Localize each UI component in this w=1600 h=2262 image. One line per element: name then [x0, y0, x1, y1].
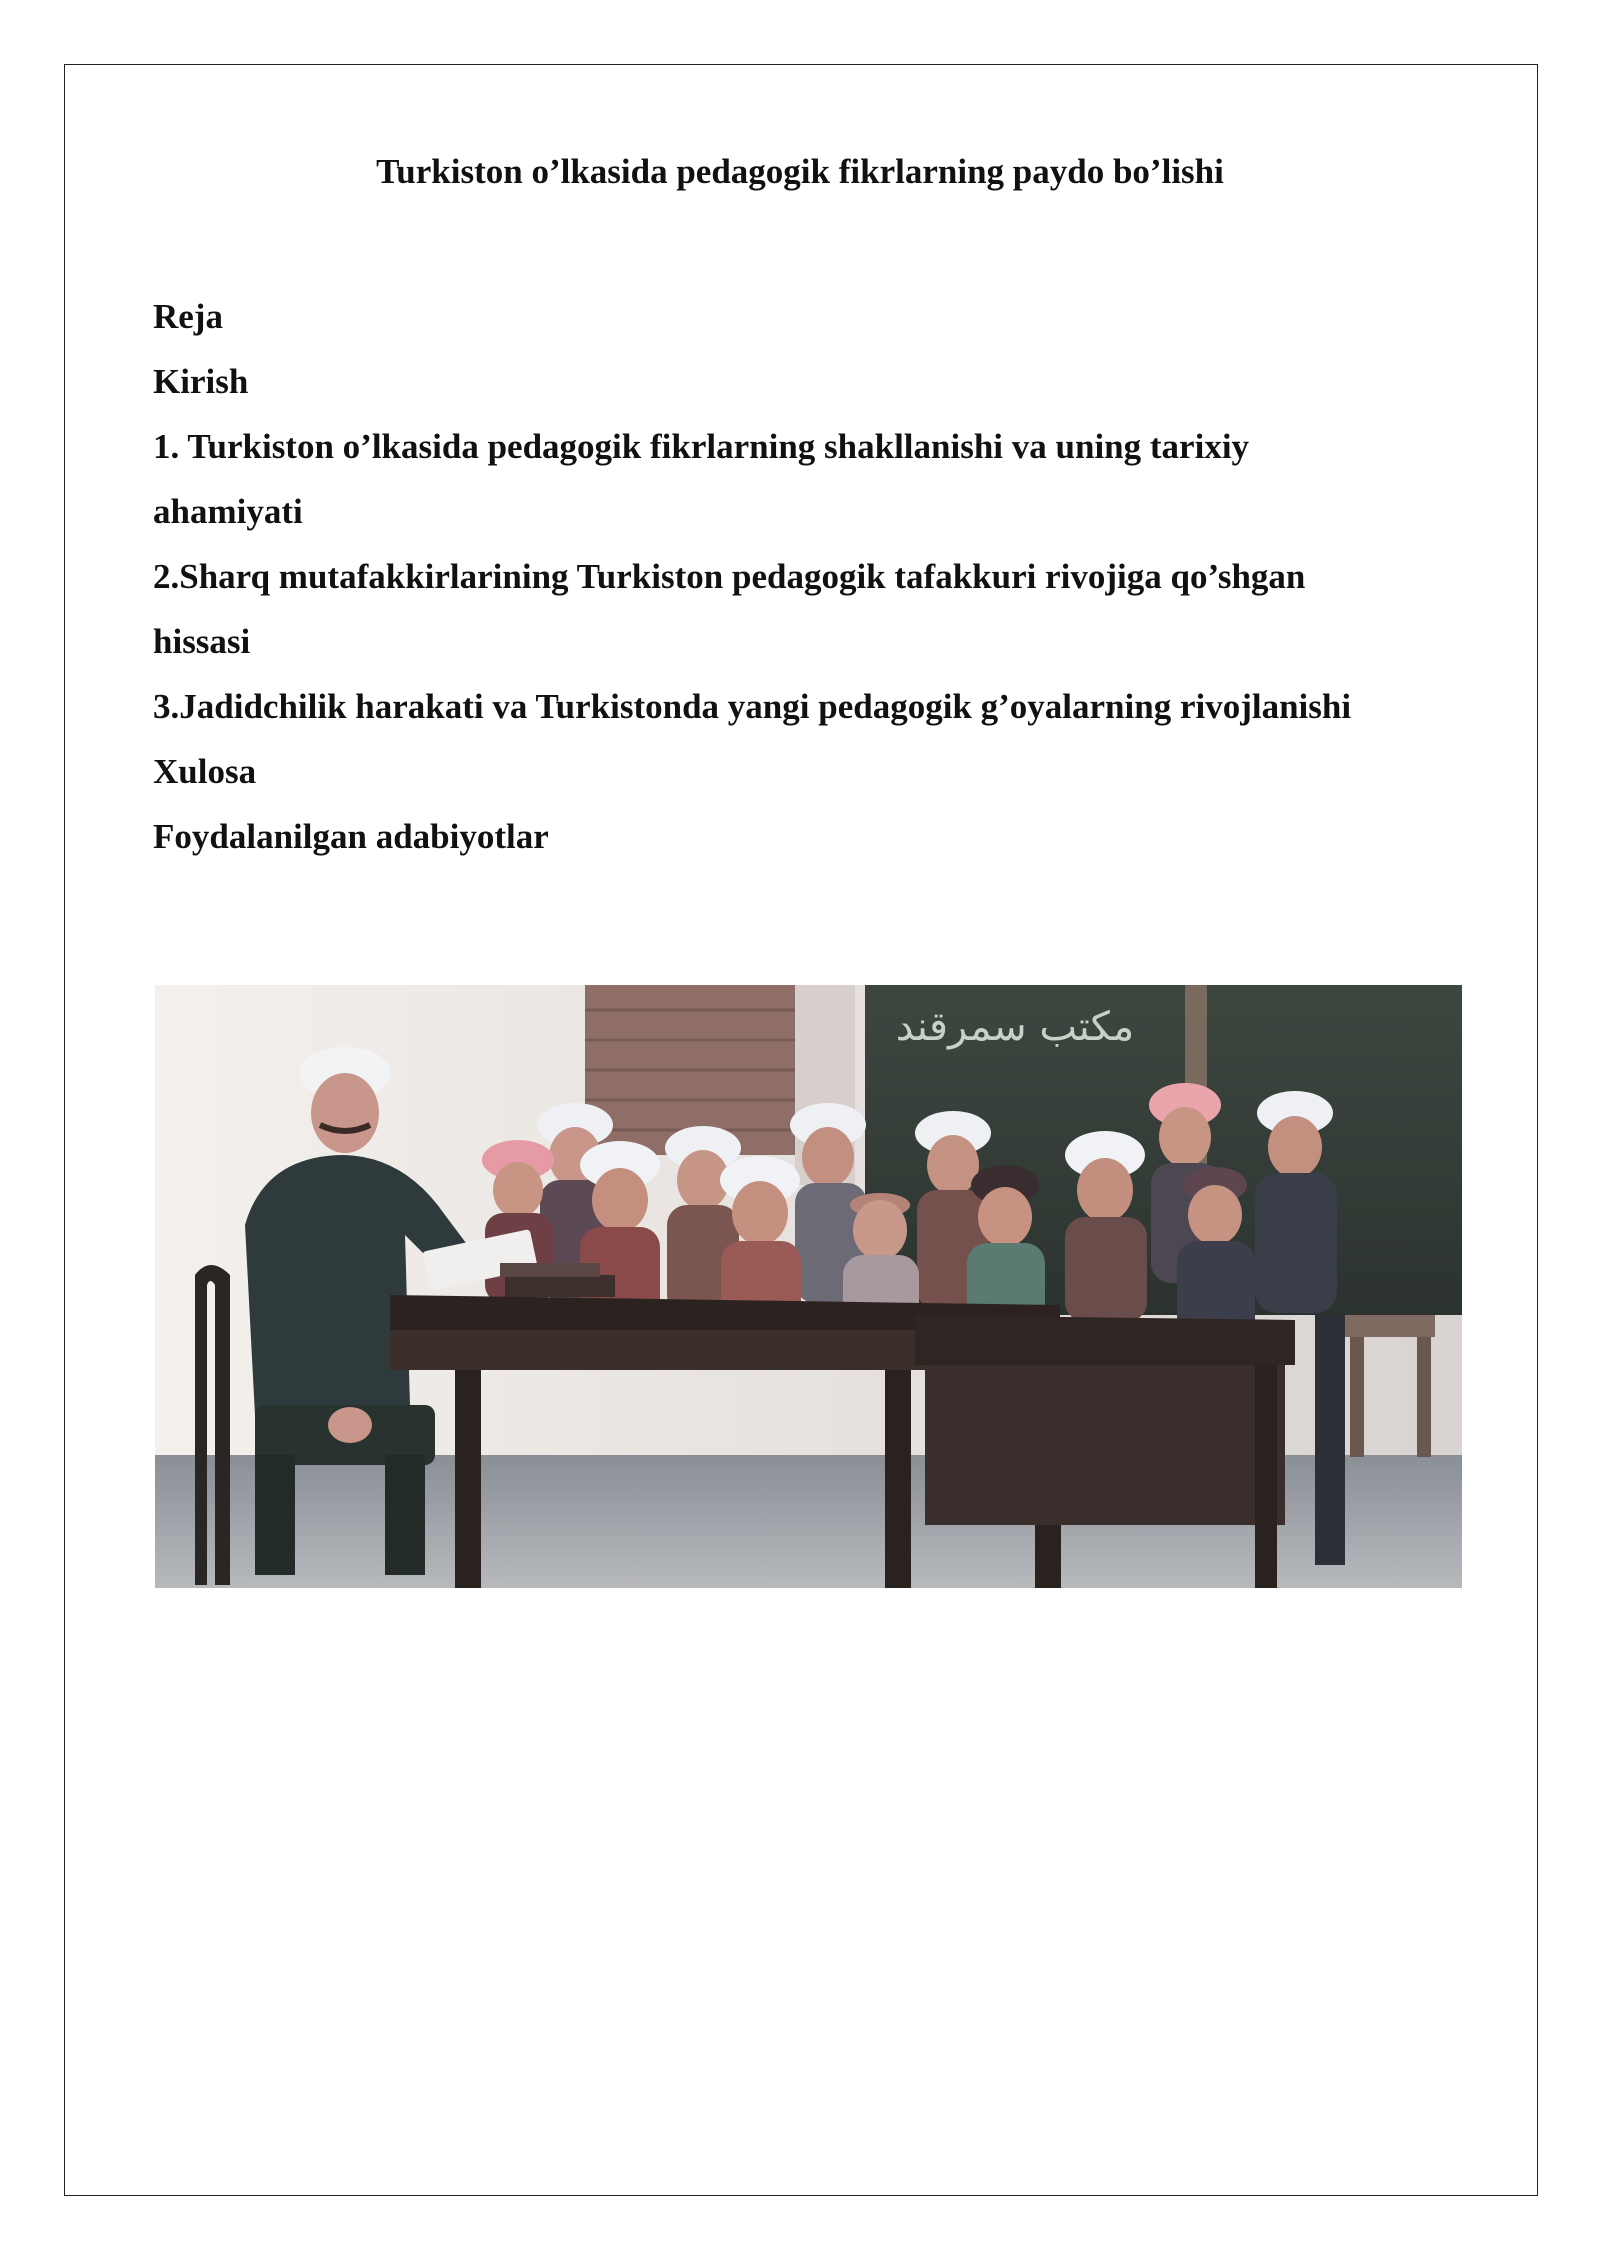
- plan-item: 2.Sharq mutafakkirlarining Turkiston pedagogik tafakkuri rivojiga qo’shgan: [153, 557, 1306, 596]
- plan-section: [153, 284, 1483, 869]
- plan-item: Xulosa: [153, 752, 257, 791]
- classroom-photo-illustration: [155, 985, 1462, 1588]
- plan-item: hissasi: [153, 622, 251, 661]
- plan-item: 1. Turkiston o’lkasida pedagogik fikrlarning shakllanishi va uning tarixiy: [153, 427, 1250, 466]
- blackboard-inscription: مكتب سمرقند: [895, 1004, 1135, 1050]
- classroom-photo: [155, 985, 1462, 1588]
- document-title: Turkiston o’lkasida pedagogik fikrlarning paydo bo’lishi: [376, 152, 1224, 191]
- plan-item: Kirish: [153, 362, 249, 401]
- plan-item: ahamiyati: [153, 492, 303, 531]
- plan-item: 3.Jadidchilik harakati va Turkistonda yangi pedagogik g’oyalarning rivojlanishi: [153, 687, 1352, 726]
- plan-item: Foydalanilgan adabiyotlar: [153, 817, 549, 856]
- plan-heading: Reja: [153, 297, 223, 336]
